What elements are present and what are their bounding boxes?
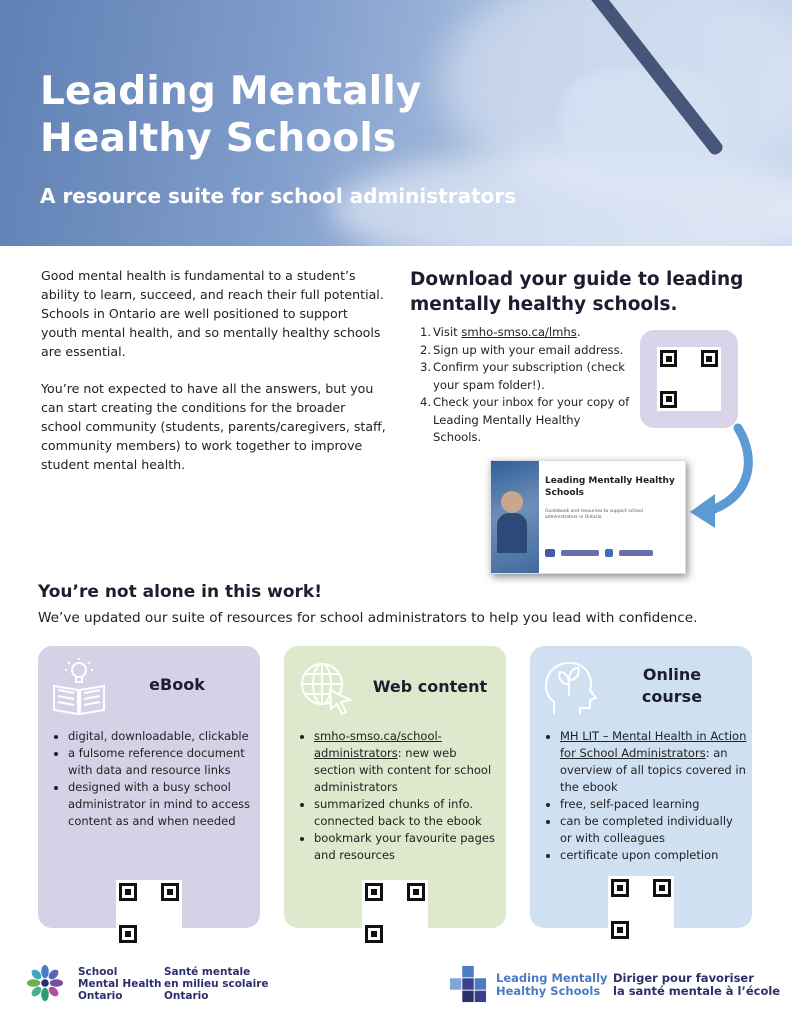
ebook-card-title: eBook bbox=[149, 675, 205, 694]
course-qr-code[interactable] bbox=[608, 876, 674, 942]
step-item bbox=[420, 394, 630, 447]
step-number: 1. bbox=[420, 325, 432, 339]
intro-paragraph-2: You’re not expected to have all the answers, but you can start creating the conditions for the broader school community (students, parents/caregivers, staff, community members) to work together to improve student mental health. bbox=[41, 381, 386, 472]
download-steps bbox=[420, 324, 630, 447]
step-number: 4. bbox=[420, 395, 432, 409]
list-item: • a fulsome reference document with data and resource links bbox=[68, 745, 255, 779]
logo-text-line: Diriger pour favoriser bbox=[613, 971, 754, 985]
step-number: 2. bbox=[420, 342, 432, 357]
smho-name-en bbox=[78, 966, 162, 1002]
list-item: • can be completed individually or with colleagues bbox=[560, 813, 747, 847]
page-title: Leading Mentally Healthy Schools bbox=[40, 69, 422, 161]
list-item: • summarized chunks of info. connected back to the ebook bbox=[314, 796, 501, 830]
guide-cover-logos bbox=[545, 547, 680, 559]
step-text-post: . bbox=[576, 325, 581, 339]
intro-text bbox=[41, 266, 386, 474]
download-qr-code[interactable] bbox=[657, 347, 721, 411]
logo-text-line: en milieu scolaire bbox=[164, 978, 269, 990]
lmhs-logo-icon bbox=[449, 965, 487, 1003]
logo-text-line: Leading Mentally bbox=[496, 971, 608, 985]
guide-cover bbox=[490, 460, 686, 574]
school-administrators-link[interactable]: smho-smso.ca/school-administrators bbox=[314, 729, 442, 760]
step-text-pre: Visit bbox=[433, 325, 462, 339]
ebook-qr-code[interactable] bbox=[116, 880, 182, 946]
smho-name-fr bbox=[164, 966, 269, 1002]
logo-text-line: School bbox=[78, 966, 118, 978]
list-item: • designed with a busy school administrator in mind to access content as and when needed bbox=[68, 779, 255, 830]
web-content-card bbox=[284, 646, 506, 928]
head-plant-icon bbox=[540, 656, 602, 718]
hero-banner bbox=[0, 0, 792, 246]
lmhs-name-en bbox=[496, 972, 608, 998]
download-qr-panel bbox=[640, 330, 738, 428]
course-feature-list bbox=[547, 728, 747, 864]
list-item bbox=[314, 728, 501, 796]
list-item-text: : new web section with content for school administrators bbox=[314, 746, 492, 794]
step-number: 3. bbox=[420, 360, 432, 374]
section-subheading: We’ve updated our suite of resources for school administrators to help you lead with confidence. bbox=[38, 610, 698, 626]
step-item bbox=[420, 342, 630, 360]
step-text bbox=[433, 324, 581, 342]
logo-text-line: Ontario bbox=[78, 990, 123, 1002]
web-feature-list bbox=[301, 728, 501, 864]
web-card-title: Web content bbox=[372, 677, 488, 696]
list-item-text: : an overview of all topics covered in the ebook bbox=[560, 746, 746, 794]
web-qr-code[interactable] bbox=[362, 880, 428, 946]
step-item bbox=[420, 324, 630, 342]
guide-cover-title: Leading Mentally Healthy Schools bbox=[545, 476, 675, 498]
lmhs-name-fr bbox=[613, 972, 780, 998]
online-course-card bbox=[530, 646, 752, 928]
course-title-line: course bbox=[641, 687, 703, 706]
smho-logo-icon bbox=[26, 964, 64, 1002]
section-heading: You’re not alone in this work! bbox=[38, 582, 322, 602]
step-text: Confirm your subscription (check your spam folder!). bbox=[433, 360, 626, 392]
globe-cursor-icon bbox=[294, 656, 356, 718]
logo-text-line: Santé mentale bbox=[164, 966, 251, 978]
download-heading: Download your guide to leading mentally healthy schools. bbox=[410, 269, 744, 315]
logo-text-line: Mental Health bbox=[78, 978, 162, 990]
step-text: Sign up with your email address. bbox=[433, 342, 624, 357]
mh-lit-course-link[interactable]: MH LIT – Mental Health in Action for School Administrators bbox=[560, 729, 747, 760]
page-subtitle: A resource suite for school administrators bbox=[40, 184, 517, 208]
ebook-feature-list bbox=[55, 728, 255, 830]
open-book-lightbulb-icon bbox=[48, 656, 110, 718]
lmhs-link[interactable]: smho-smso.ca/lmhs bbox=[461, 325, 577, 339]
logo-text-line: Ontario bbox=[164, 990, 209, 1002]
intro-paragraph-1: Good mental health is fundamental to a student’s ability to learn, succeed, and reach their full potential. Schools in Ontario are well positioned to support youth mental health, and so mentally healthy schools are essential. bbox=[41, 268, 384, 359]
course-card-title bbox=[612, 664, 732, 708]
list-item: • certificate upon completion bbox=[560, 847, 747, 864]
step-item bbox=[420, 359, 630, 394]
logo-text-line: Healthy Schools bbox=[496, 984, 601, 998]
list-item bbox=[560, 728, 747, 796]
step-text: Check your inbox for your copy of Leading Mentally Healthy Schools. bbox=[433, 395, 630, 444]
list-item: • bookmark your favourite pages and resources bbox=[314, 830, 501, 864]
guide-cover-photo bbox=[491, 461, 539, 574]
logo-text-line: la santé mentale à l’école bbox=[613, 984, 781, 998]
course-title-line: Online bbox=[642, 665, 702, 684]
ebook-card bbox=[38, 646, 260, 928]
list-item: • free, self-paced learning bbox=[560, 796, 747, 813]
guide-cover-subtitle: Guidebook and resources to support school administrators in Ontario bbox=[545, 509, 643, 520]
list-item: • digital, downloadable, clickable bbox=[68, 728, 255, 745]
